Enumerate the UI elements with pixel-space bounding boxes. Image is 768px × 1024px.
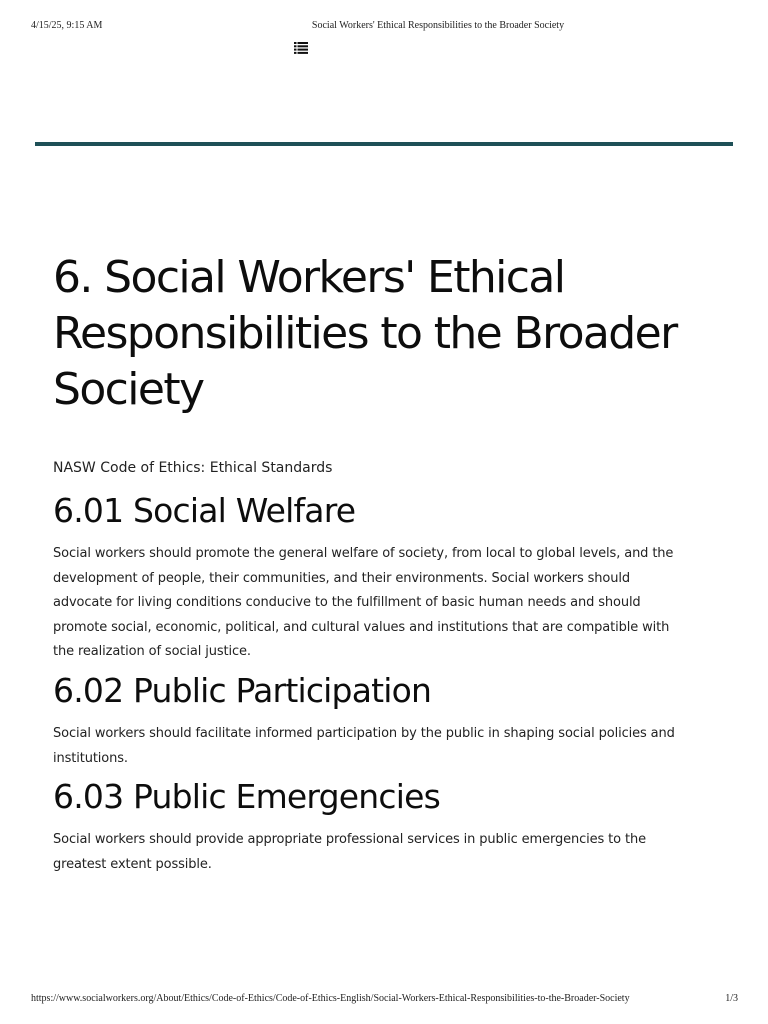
page-subtitle: NASW Code of Ethics: Ethical Standards <box>53 460 333 476</box>
list-menu-icon-graphic <box>294 42 308 54</box>
section-heading: 6.02 Public Participation <box>53 670 432 710</box>
print-footer <box>0 990 768 1010</box>
page-title: 6. Social Workers' Ethical Responsibilities to the Broader Society <box>53 252 677 415</box>
header-divider <box>35 142 733 146</box>
section-social-welfare <box>53 489 693 665</box>
section-body: Social workers should provide appropriate professional services in public emergencies to the greatest extent possible. <box>53 832 646 872</box>
section-public-emergencies <box>53 775 693 877</box>
section-heading: 6.01 Social Welfare <box>53 491 356 530</box>
section-public-participation <box>53 669 693 771</box>
print-page-number: 1/3 <box>725 993 738 1004</box>
print-header <box>0 0 768 40</box>
section-body: Social workers should facilitate informed participation by the public in shaping social policies and institutions. <box>53 725 675 766</box>
article-content <box>53 250 693 877</box>
section-heading: 6.03 Public Emergencies <box>53 777 440 817</box>
print-doc-title: Social Workers' Ethical Responsibilities to the Broader Society <box>311 20 565 31</box>
print-datetime: 4/15/25, 9:15 AM <box>31 20 103 31</box>
section-body: Social workers should promote the general welfare of society, from local to global levels, and the development of people, their communities, and their environments. Social workers should advocate for living conditions conducive to the fulfillment of basic human needs and should promote social, economic, political, and cultural values and institutions that are compatible with the realization of social justice. <box>53 546 674 660</box>
print-url: https://www.socialworkers.org/About/Ethics/Code-of-Ethics/Code-of-Ethics-English/Social-Workers-Ethical-Responsibilities-to-the-Broader-Society <box>31 993 630 1004</box>
list-menu-icon[interactable] <box>294 41 308 53</box>
